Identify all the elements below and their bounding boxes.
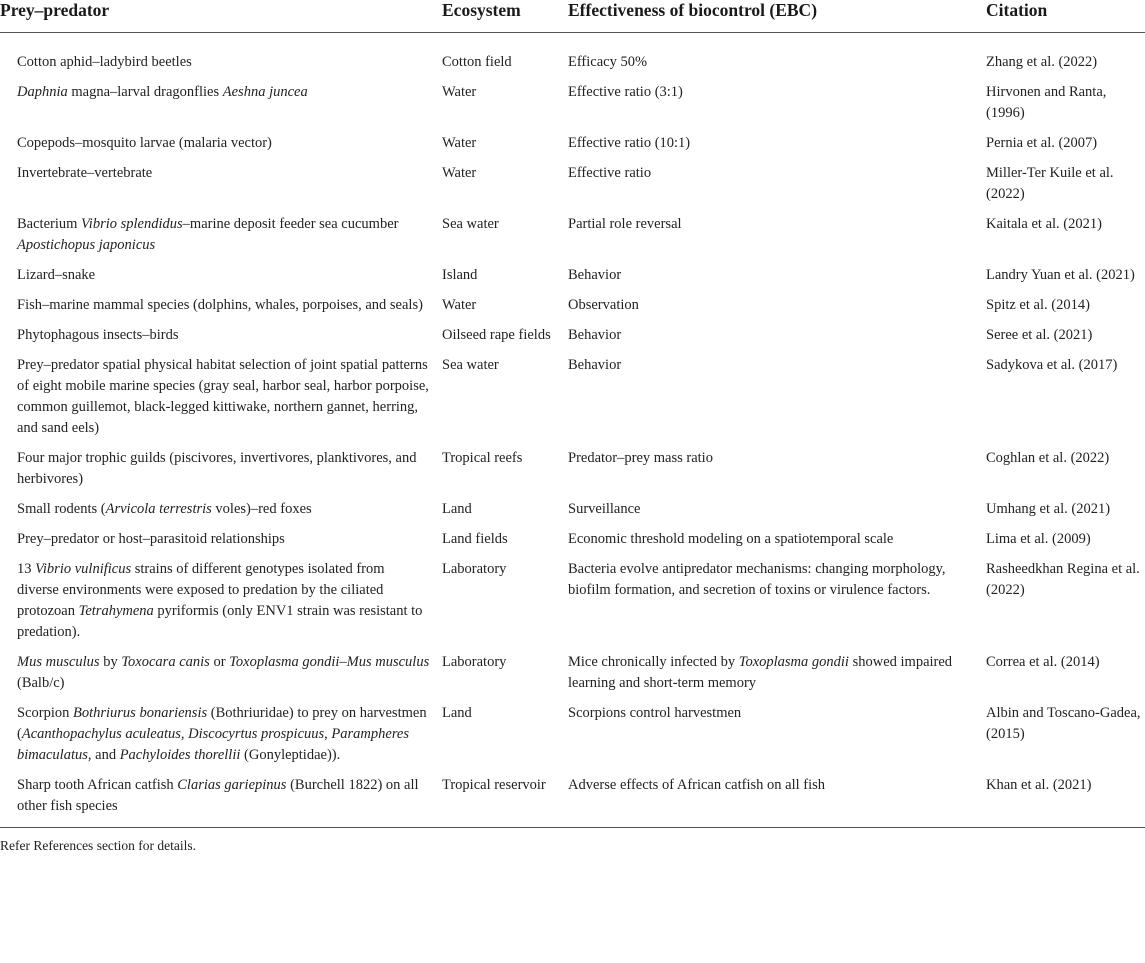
cell-citation: Zhang et al. (2022) xyxy=(986,54,1098,70)
text-segment: Lizard–snake xyxy=(17,267,96,283)
cell-ecosystem: Water xyxy=(442,297,477,313)
cell-prey-predator xyxy=(0,325,442,355)
text-segment: Effective ratio xyxy=(568,165,652,181)
text-segment: Effective ratio (3:1) xyxy=(568,84,683,100)
cell-ebc xyxy=(568,295,986,325)
italic-text: Bothriurus bonariensis xyxy=(72,705,208,721)
cell-prey-predator xyxy=(0,295,442,325)
header-prey-predator: Prey–predator xyxy=(0,0,110,20)
text-segment: (Gonyleptidae)). xyxy=(240,747,341,763)
text-segment: Sharp tooth African catfish xyxy=(17,777,178,793)
table-body xyxy=(0,33,1145,828)
text-segment: Behavior xyxy=(568,267,622,283)
text-segment: Effective ratio (10:1) xyxy=(568,135,691,151)
italic-text: Vibrio splendidus xyxy=(81,216,183,232)
table-row xyxy=(0,295,1145,325)
cell-ebc xyxy=(568,163,986,214)
table-row xyxy=(0,325,1145,355)
text-segment: by xyxy=(99,654,122,670)
cell-citation: Miller-Ter Kuile et al. (2022) xyxy=(986,165,1114,202)
table-row xyxy=(0,33,1145,83)
table-row xyxy=(0,499,1145,529)
cell-citation: Sadykova et al. (2017) xyxy=(986,357,1118,373)
table-row xyxy=(0,652,1145,703)
text-segment: Scorpions control harvestmen xyxy=(568,705,742,721)
cell-prey-predator xyxy=(0,652,442,703)
text-segment: voles)–red foxes xyxy=(211,501,312,517)
italic-text: Tetrahymena xyxy=(78,603,154,619)
table-row xyxy=(0,559,1145,652)
italic-text: Toxoplasma gondii–Mus musculus xyxy=(229,654,430,670)
text-segment: magna–larval dragonflies xyxy=(67,84,223,100)
text-segment: Efficacy 50% xyxy=(568,54,648,70)
cell-citation: Coghlan et al. (2022) xyxy=(986,450,1110,466)
cell-ecosystem: Water xyxy=(442,135,477,151)
text-segment: Four major trophic guilds (piscivores, invertivores, planktivores, and herbivores) xyxy=(17,450,417,487)
cell-ebc xyxy=(568,652,986,703)
cell-ebc xyxy=(568,33,986,83)
italic-text: Pachyloides thorellii xyxy=(119,747,241,763)
cell-ebc xyxy=(568,325,986,355)
text-segment: Behavior xyxy=(568,357,622,373)
cell-ecosystem: Sea water xyxy=(442,357,499,373)
cell-citation: Hirvonen and Ranta, (1996) xyxy=(986,84,1107,121)
text-segment: Phytophagous insects–birds xyxy=(17,327,179,343)
italic-text: Vibrio vulnificus xyxy=(35,561,132,577)
cell-ebc xyxy=(568,703,986,775)
italic-text: Toxocara canis xyxy=(121,654,210,670)
table-row xyxy=(0,703,1145,775)
cell-citation: Spitz et al. (2014) xyxy=(986,297,1090,313)
text-segment: showed impaired learning and short-term memory xyxy=(568,654,953,691)
cell-ebc xyxy=(568,265,986,295)
italic-text: Apostichopus japonicus xyxy=(17,237,156,253)
text-segment: , xyxy=(324,726,332,742)
italic-text: Acanthopachylus aculeatus xyxy=(21,726,181,742)
cell-citation: Seree et al. (2021) xyxy=(986,327,1093,343)
text-segment: , and xyxy=(87,747,120,763)
italic-text: Clarias gariepinus xyxy=(177,777,287,793)
cell-prey-predator xyxy=(0,33,442,83)
cell-citation: Lima et al. (2009) xyxy=(986,531,1091,547)
table-row xyxy=(0,355,1145,448)
cell-ebc xyxy=(568,775,986,828)
text-segment: Mice chronically infected by xyxy=(568,654,739,670)
cell-ecosystem: Water xyxy=(442,84,477,100)
cell-citation: Correa et al. (2014) xyxy=(986,654,1100,670)
cell-prey-predator xyxy=(0,163,442,214)
cell-ebc xyxy=(568,214,986,265)
cell-prey-predator xyxy=(0,355,442,448)
cell-prey-predator xyxy=(0,448,442,499)
text-segment: Fish–marine mammal species (dolphins, whales, porpoises, and seals) xyxy=(17,297,423,313)
header-ebc: Effectiveness of biocontrol (EBC) xyxy=(568,0,818,20)
text-segment: Prey–predator or host–parasitoid relationships xyxy=(17,531,285,547)
cell-prey-predator xyxy=(0,133,442,163)
italic-text: Parampheres bimaculatus xyxy=(17,726,409,763)
cell-ecosystem: Land xyxy=(442,705,472,721)
text-segment: Adverse effects of African catfish on all fish xyxy=(568,777,826,793)
text-segment: (Burchell 1822) on all other fish species xyxy=(17,777,419,814)
text-segment: Scorpion xyxy=(17,705,73,721)
text-segment: Bacteria evolve antipredator mechanisms: changing morphology, biofilm formation, and secretion of toxins or virulence factors. xyxy=(568,561,946,598)
italic-text: Arvicola terrestris xyxy=(105,501,212,517)
cell-citation: Kaitala et al. (2021) xyxy=(986,216,1102,232)
table-row xyxy=(0,163,1145,214)
text-segment: Prey–predator spatial physical habitat selection of joint spatial patterns of eight mobile marine species (gray seal, harbor seal, harbor porpoise, common guillemot, black-legged kittiwake, northern gannet, herring, and sand eels) xyxy=(17,357,429,436)
text-segment: Small rodents ( xyxy=(17,501,106,517)
text-segment: , xyxy=(180,726,189,742)
text-segment: or xyxy=(209,654,230,670)
table-row xyxy=(0,133,1145,163)
text-segment: Surveillance xyxy=(568,501,641,517)
cell-ebc xyxy=(568,133,986,163)
cell-prey-predator xyxy=(0,703,442,775)
text-segment: 13 xyxy=(17,561,36,577)
text-segment: (Balb/c) xyxy=(17,675,65,691)
table-row xyxy=(0,82,1145,133)
text-segment: Economic threshold modeling on a spatiotemporal scale xyxy=(568,531,894,547)
cell-prey-predator xyxy=(0,82,442,133)
cell-ecosystem: Island xyxy=(442,267,478,283)
cell-ecosystem: Tropical reefs xyxy=(442,450,523,466)
cell-ebc xyxy=(568,448,986,499)
cell-ecosystem: Oilseed rape fields xyxy=(442,327,551,343)
text-segment: Predator–prey mass ratio xyxy=(568,450,713,466)
italic-text: Discocyrtus prospicuus xyxy=(188,726,325,742)
text-segment: Cotton aphid–ladybird beetles xyxy=(17,54,192,70)
cell-ebc xyxy=(568,499,986,529)
italic-text: Daphnia xyxy=(17,84,68,100)
cell-prey-predator xyxy=(0,529,442,559)
cell-ecosystem: Land fields xyxy=(442,531,508,547)
text-segment: strains of different genotypes isolated from diverse environments were exposed to predation by the ciliated protozoan xyxy=(17,561,385,619)
cell-ebc xyxy=(568,82,986,133)
table-row xyxy=(0,448,1145,499)
header-ecosystem: Ecosystem xyxy=(442,0,521,20)
italic-text: Mus musculus xyxy=(17,654,100,670)
cell-ecosystem: Tropical reservoir xyxy=(442,777,546,793)
cell-citation: Khan et al. (2021) xyxy=(986,777,1092,793)
cell-citation: Umhang et al. (2021) xyxy=(986,501,1111,517)
text-segment: Copepods–mosquito larvae (malaria vector) xyxy=(17,135,272,151)
table-footnote: Refer References section for details. xyxy=(0,838,197,853)
cell-ebc xyxy=(568,529,986,559)
italic-text: Aeshna juncea xyxy=(222,84,308,100)
text-segment: Partial role reversal xyxy=(568,216,682,232)
cell-ecosystem: Cotton field xyxy=(442,54,512,70)
italic-text: Toxoplasma gondii xyxy=(738,654,849,670)
cell-prey-predator xyxy=(0,775,442,828)
cell-ebc xyxy=(568,559,986,652)
table-header xyxy=(0,0,1145,33)
cell-ecosystem: Laboratory xyxy=(442,654,507,670)
cell-prey-predator xyxy=(0,265,442,295)
text-segment: pyriformis (only ENV1 strain was resistant to predation). xyxy=(17,603,423,640)
cell-prey-predator xyxy=(0,214,442,265)
cell-citation: Pernia et al. (2007) xyxy=(986,135,1098,151)
text-segment: –marine deposit feeder sea cucumber xyxy=(182,216,399,232)
text-segment: Bacterium xyxy=(17,216,82,232)
table-row xyxy=(0,265,1145,295)
text-segment: Invertebrate–vertebrate xyxy=(17,165,153,181)
header-citation: Citation xyxy=(986,0,1048,20)
cell-prey-predator xyxy=(0,559,442,652)
table-row xyxy=(0,775,1145,828)
cell-citation: Landry Yuan et al. (2021) xyxy=(986,267,1135,283)
cell-ecosystem: Laboratory xyxy=(442,561,507,577)
cell-ecosystem: Water xyxy=(442,165,477,181)
cell-citation: Rasheedkhan Regina et al. (2022) xyxy=(986,561,1140,598)
cell-prey-predator xyxy=(0,499,442,529)
table-row xyxy=(0,529,1145,559)
cell-citation: Albin and Toscano-Gadea, (2015) xyxy=(986,705,1141,742)
table-row xyxy=(0,214,1145,265)
cell-ecosystem: Sea water xyxy=(442,216,499,232)
text-segment: Observation xyxy=(568,297,639,313)
text-segment: Behavior xyxy=(568,327,622,343)
text-segment: (Bothriuridae) to prey on harvestmen ( xyxy=(17,705,427,742)
cell-ebc xyxy=(568,355,986,448)
cell-ecosystem: Land xyxy=(442,501,472,517)
